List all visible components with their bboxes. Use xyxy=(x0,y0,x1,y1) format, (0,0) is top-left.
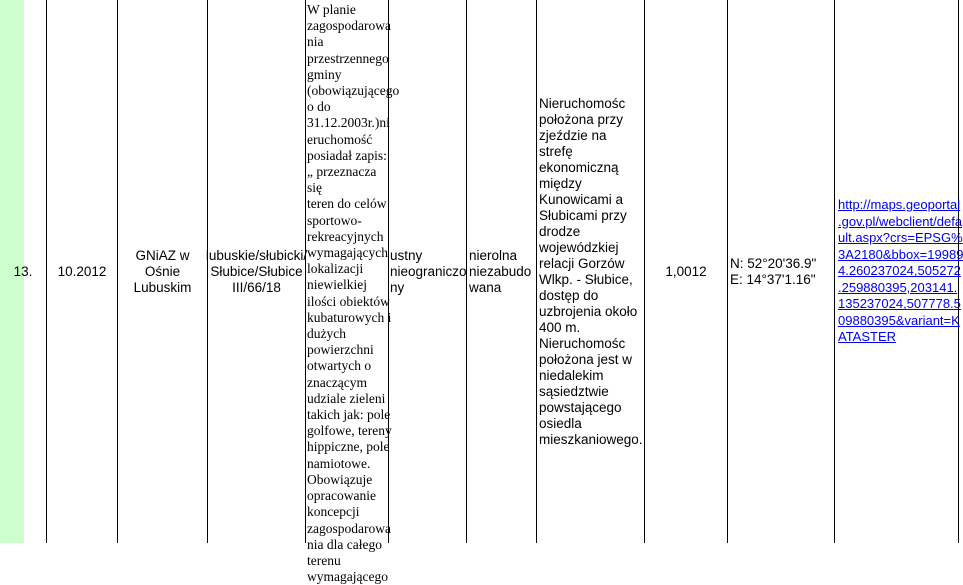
cell-area xyxy=(645,0,727,543)
geoportal-map-link[interactable]: http://maps.geoportal .gov.pl/webclient/defa ult.aspx?crs=EPSG% 3A2180&bbox=19989 4.260237024,505272 .259880395,203141. 135237024,507778.5 09880395&variant=K ATASTER xyxy=(838,197,963,345)
row-owner: GNiAZ w Ośnie Lubuskim xyxy=(133,247,192,295)
cell-owner xyxy=(118,0,207,543)
cell-map-link xyxy=(838,0,963,543)
status-1: ustny nieograniczo ny xyxy=(390,247,467,295)
row-register: lubuskie/słubicki/ Słubice/Słubice III/66/18 xyxy=(205,247,308,295)
cell-coordinates xyxy=(730,0,834,543)
row-number: 13. xyxy=(13,263,33,279)
coordinates: N: 52°20'36.9" E: 14°37'1.16" xyxy=(730,255,817,287)
cell-status-1 xyxy=(390,0,466,543)
cell-date xyxy=(47,0,117,543)
column-divider xyxy=(727,0,728,543)
area: 1,0012 xyxy=(665,263,707,279)
cell-status-2 xyxy=(469,0,536,543)
description: Nieruchomośc położona przy zjeździe na strefę ekonomiczną między Kunowicami a Słubicami przy drodze wojewódzkiej relacji Gorzów Wlkp. - Słubice, dostęp do uzbrojenia około 400 m. Nieruchomośc położona jest w niedalekim sąsiedztwie powstającego osiedla mieszkaniowego. xyxy=(539,95,643,447)
cell-number xyxy=(0,0,46,543)
status-2: nierolna niezabudo wana xyxy=(469,247,532,295)
cell-description xyxy=(539,0,644,543)
cell-register xyxy=(205,0,308,543)
row-date: 10.2012 xyxy=(57,263,107,279)
column-divider xyxy=(536,0,537,543)
cell-plan-text xyxy=(307,2,400,585)
column-divider xyxy=(834,0,835,543)
plan-text: W planie zagospodarowa nia przestrzennego gminy (obowiązującego o do 31.12.2003r.)ni eruchomość posiadał zapis: „ przeznacza się teren do celów sportowo- rekreacyjnych wymagających lokalizacji niewielkiej ilości obiektów kubaturowych i dużych powierzchni otwartych o znaczącym udziale zieleni takich jak: pole golfowe, tereny hippiczne, pole namiotowe. Obowiązuje opracowanie koncepcji zagospodarowa nia dla całego terenu wymagającego xyxy=(307,2,400,585)
